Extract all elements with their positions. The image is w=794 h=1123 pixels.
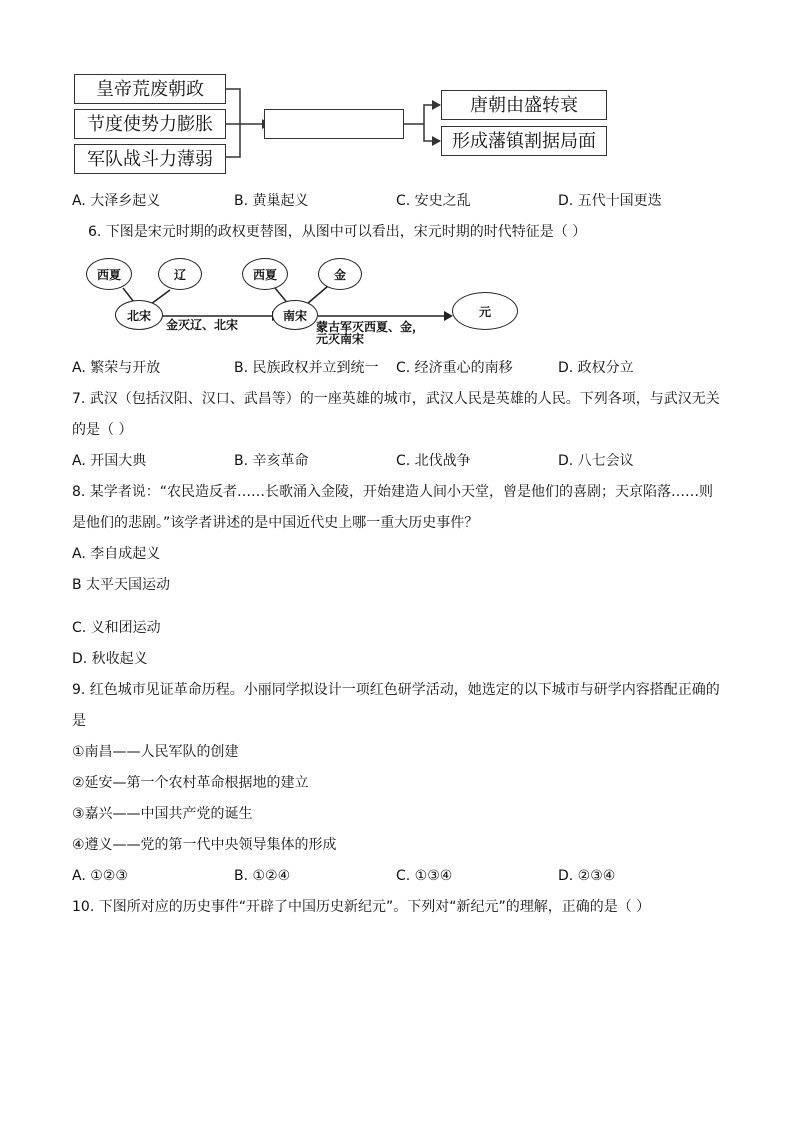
q8-option-b[interactable]: B 太平天国运动 xyxy=(72,577,171,593)
q9-item-3: ③嘉兴——中国共产党的诞生 xyxy=(72,806,253,822)
q6-option-c[interactable]: C. 经济重心的南移 xyxy=(396,360,513,376)
result-box-2: 形成藩镇割据局面 xyxy=(441,126,607,156)
node-yuan: 元 xyxy=(452,292,518,330)
q7-stem-2: 的是（ ） xyxy=(72,422,133,438)
q9-option-c[interactable]: C. ①③④ xyxy=(396,868,453,884)
arrow2-label-2: 元灭南宋 xyxy=(316,332,365,346)
q9-stem-2: 是 xyxy=(72,713,86,729)
arrow2-label-1: 蒙古军灭西夏、金， xyxy=(316,320,425,334)
q9-option-a[interactable]: A. ①②③ xyxy=(72,868,128,884)
q8-stem-2: 是他们的悲剧。”该学者讲述的是中国近代史上哪一重大历史事件？ xyxy=(72,515,479,531)
q7-option-d[interactable]: D. 八七会议 xyxy=(558,453,634,469)
cause-box-1: 皇帝荒废朝政 xyxy=(74,74,226,104)
q10-stem: 10. 下图所对应的历史事件“开辟了中国历史新纪元”。下列对“新纪元”的理解，正确的是（ ） xyxy=(72,899,651,915)
q7-option-a[interactable]: A. 开国大典 xyxy=(72,453,147,469)
q8-option-c[interactable]: C. 义和团运动 xyxy=(72,620,161,636)
q5-option-a[interactable]: A. 大泽乡起义 xyxy=(72,193,161,209)
q8-stem-1: 8. 某学者说：“农民造反者……长歌涌入金陵，开始建造人间小天堂，曾是他们的喜剧；天京陷落……则 xyxy=(72,484,714,500)
cause-box-2: 节度使势力膨胀 xyxy=(74,109,226,139)
q9-option-d[interactable]: D. ②③④ xyxy=(558,868,616,884)
q7-option-c[interactable]: C. 北伐战争 xyxy=(396,453,471,469)
node-xixia-2: 西夏 xyxy=(242,258,288,290)
q5-option-b[interactable]: B. 黄巢起义 xyxy=(234,193,309,209)
q8-option-d[interactable]: D. 秋收起义 xyxy=(72,651,148,667)
result-box-1: 唐朝由盛转衰 xyxy=(441,90,607,120)
q6-option-a[interactable]: A. 繁荣与开放 xyxy=(72,360,161,376)
q9-item-4: ④遵义——党的第一代中央领导集体的形成 xyxy=(72,837,337,853)
q5-option-c[interactable]: C. 安史之乱 xyxy=(396,193,471,209)
node-xixia-1: 西夏 xyxy=(86,258,132,290)
node-jin: 金 xyxy=(318,258,362,290)
q6-option-d[interactable]: D. 政权分立 xyxy=(558,360,634,376)
q8-option-a[interactable]: A. 李自成起义 xyxy=(72,546,161,562)
q7-stem-1: 7. 武汉（包括汉阳、汉口、武昌等）的一座英雄的城市，武汉人民是英雄的人民。下列各项，与武汉无关 xyxy=(72,391,720,407)
q9-item-1: ①南昌——人民军队的创建 xyxy=(72,744,239,760)
q7-option-b[interactable]: B. 辛亥革命 xyxy=(234,453,309,469)
q9-stem-1: 9. 红色城市见证革命历程。小丽同学拟设计一项红色研学活动，她选定的以下城市与研学内容搭配正确的 xyxy=(72,682,720,698)
q9-option-b[interactable]: B. ①②④ xyxy=(234,868,291,884)
node-nansong: 南宋 xyxy=(272,300,318,330)
q6-option-b[interactable]: B. 民族政权并立到统一 xyxy=(234,360,379,376)
q6-stem: 6. 下图是宋元时期的政权更替图，从图中可以看出，宋元时期的时代特征是（ ） xyxy=(88,224,587,240)
node-beisong: 北宋 xyxy=(115,300,163,330)
node-liao: 辽 xyxy=(158,258,202,290)
cause-box-3: 军队战斗力薄弱 xyxy=(74,144,226,174)
center-blank-box xyxy=(264,109,404,139)
arrow1-label: 金灭辽、北宋 xyxy=(166,318,239,332)
q5-option-d[interactable]: D. 五代十国更迭 xyxy=(558,193,662,209)
q9-item-2: ②延安—第一个农村革命根据地的建立 xyxy=(72,775,309,791)
